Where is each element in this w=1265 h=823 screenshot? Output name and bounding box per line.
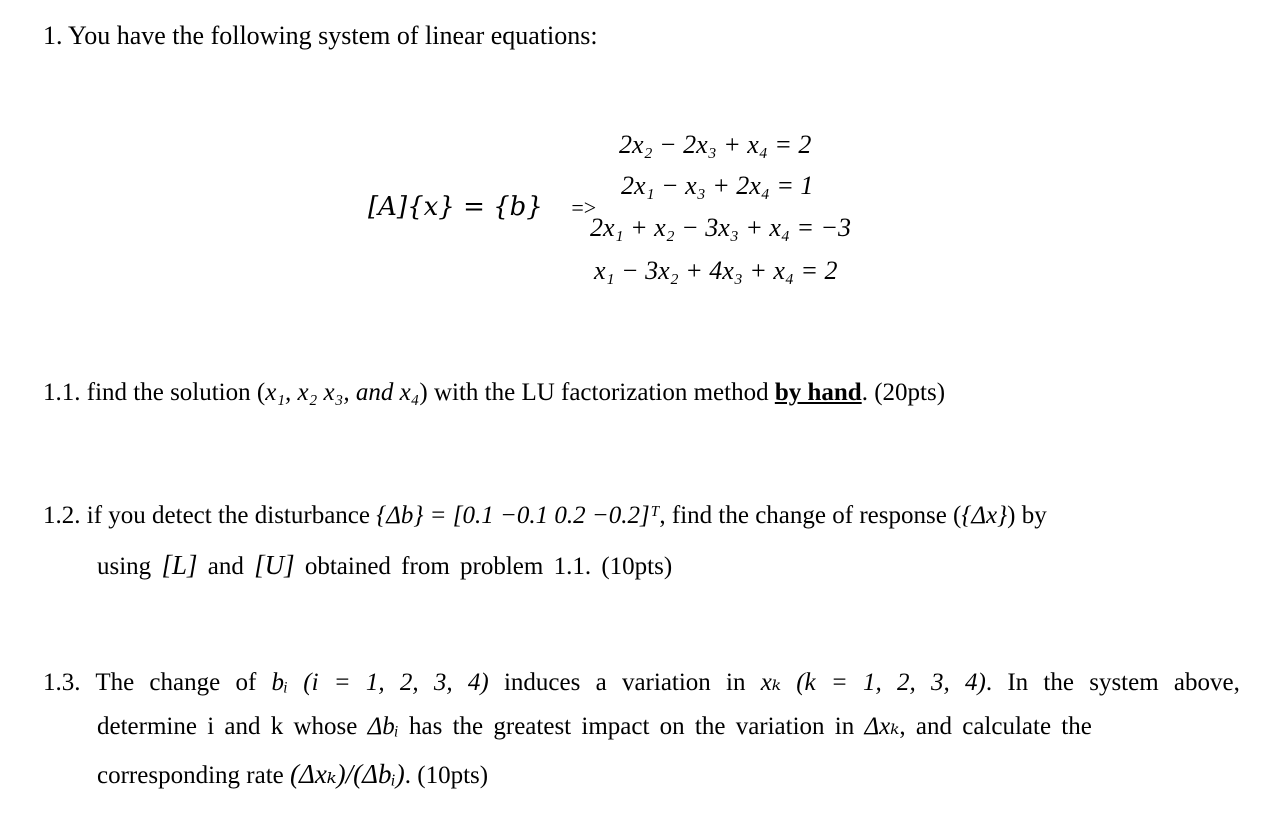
i-range: (i = 1, 2, 3, 4) bbox=[303, 669, 489, 696]
question-1-1 bbox=[43, 378, 945, 408]
question-1-3-number: 1.3. bbox=[43, 669, 81, 696]
question-1-2-text: and bbox=[197, 553, 255, 580]
delta-b-i-symbol: Δbᵢ bbox=[367, 713, 399, 740]
equation-row: 2x₁ − x₃ + 2x₄ = 1 bbox=[621, 171, 814, 200]
question-1-3-line-3 bbox=[97, 759, 488, 791]
question-1-1-text: find the solution ( bbox=[86, 379, 266, 406]
question-1-heading bbox=[43, 21, 598, 51]
question-1-2-number: 1.2. bbox=[43, 502, 81, 529]
matrix-equation: [A]{x} = {b} bbox=[368, 192, 543, 222]
response-vector: {Δx} bbox=[961, 502, 1008, 529]
question-1-3-text: The change of bbox=[95, 669, 272, 696]
question-1-1-number: 1.1. bbox=[43, 379, 81, 406]
matrix-form bbox=[368, 192, 596, 223]
delta-x-k-symbol: Δxₖ bbox=[864, 713, 900, 740]
question-1-3-text: determine i and k whose bbox=[97, 713, 368, 740]
question-1-3-points: . (10pts) bbox=[404, 762, 489, 789]
question-1-3-line-1 bbox=[43, 668, 1240, 698]
question-1-3-text: has the greatest impact on the variation in bbox=[398, 713, 865, 740]
question-1-2-text: , find the change of response ( bbox=[659, 502, 962, 529]
solution-variables: x₁, x₂ x₃, and x₄ bbox=[265, 379, 420, 406]
question-1-2-line-2 bbox=[97, 550, 672, 582]
question-1-2-line-1 bbox=[43, 501, 1047, 531]
equation-row: 2x₂ − 2x₃ + x₄ = 2 bbox=[619, 130, 812, 159]
question-1-2-text: ) by bbox=[1007, 502, 1047, 529]
x-k-symbol: xₖ bbox=[760, 669, 781, 696]
implies-arrow: => bbox=[571, 195, 597, 220]
u-matrix: [U] bbox=[254, 550, 295, 580]
l-matrix: [L] bbox=[161, 550, 198, 580]
question-1-3-text: induces a variation in bbox=[488, 669, 761, 696]
question-1-2-text: using bbox=[97, 553, 162, 580]
rate-expression: (Δxₖ)/(Δbᵢ) bbox=[289, 759, 405, 789]
question-1-1-text: ) with the LU factorization method bbox=[419, 379, 775, 406]
disturbance-vector: {Δb} = [0.1 −0.1 0.2 −0.2]ᵀ bbox=[376, 502, 660, 529]
k-range: (k = 1, 2, 3, 4) bbox=[796, 669, 986, 696]
question-1-3-line-2 bbox=[97, 712, 1092, 742]
question-1-number: 1. bbox=[43, 21, 63, 50]
question-1-3-text: . In the system above, bbox=[985, 669, 1240, 696]
equation-row: 2x₁ + x₂ − 3x₃ + x₄ = −3 bbox=[590, 213, 852, 242]
question-1-intro: You have the following system of linear equations: bbox=[68, 21, 598, 50]
equation-row: x₁ − 3x₂ + 4x₃ + x₄ = 2 bbox=[594, 256, 838, 285]
question-1-2-text: if you detect the disturbance bbox=[86, 502, 377, 529]
question-1-1-points: . (20pts) bbox=[861, 379, 946, 406]
question-1-2-points: obtained from problem 1.1. (10pts) bbox=[294, 553, 673, 580]
question-1-3-text: corresponding rate bbox=[97, 762, 290, 789]
by-hand-emphasis: by hand bbox=[774, 379, 862, 406]
question-1-3-text: , and calculate the bbox=[899, 713, 1092, 740]
b-i-symbol: bᵢ bbox=[271, 669, 289, 696]
